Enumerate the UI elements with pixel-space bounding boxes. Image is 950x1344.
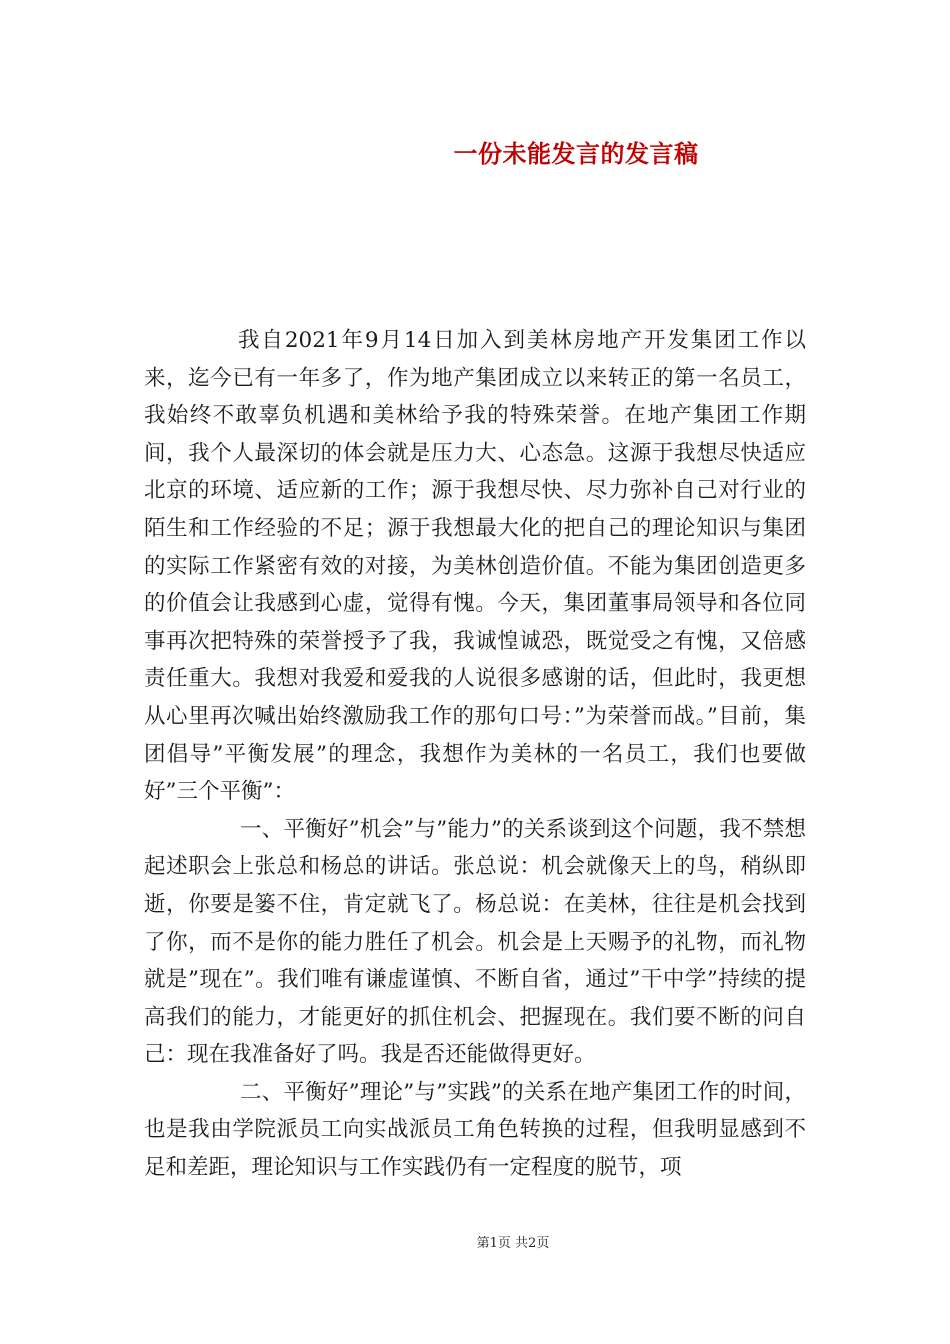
paragraph-balance-two: 二、平衡好”理论”与”实践”的关系在地产集团工作的时间，也是我由学院派员工向实战派员工角色转换的过程，但我明显感到不足和差距，理论知识与工作实践仍有一定程度的脱节，项: [144, 1079, 806, 1181]
paragraph-intro: 我自2021年9月14日加入到美林房地产开发集团工作以来，迄今已有一年多了，作为地产集团成立以来转正的第一名员工，我始终不敢辜负机遇和美林给予我的特殊荣誉。在地产集团工作期间，我个人最深切的体会就是压力大、心态急。这源于我想尽快适应北京的环境、适应新的工作；源于我想尽快、尽力弥补自己对行业的陌生和工作经验的不足；源于我想最大化的把自己的理论知识与集团的实际工作紧密有效的对接，为美林创造价值。不能为集团创造更多的价值会让我感到心虚，觉得有愧。今天，集团董事局领导和各位同事再次把特殊的荣誉授予了我，我诚惶诚恐，既觉受之有愧，又倍感责任重大。我想对我爱和爱我的人说很多感谢的话，但此时，我更想从心里再次喊出始终激励我工作的那句口号：”为荣誉而战。”目前，集团倡导”平衡发展”的理念，我想作为美林的一名员工，我们也要做好”三个平衡”：: [144, 328, 806, 805]
document-body: [144, 322, 806, 1187]
document-title: 一份未能发言的发言稿: [453, 140, 699, 168]
paragraph-balance-one: 一、平衡好”机会”与”能力”的关系谈到这个问题，我不禁想起述职会上张总和杨总的讲话。张总说：机会就像天上的鸟，稍纵即逝，你要是篓不住，肯定就飞了。杨总说：在美林，往往是机会找到了你，而不是你的能力胜任了机会。机会是上天赐予的礼物，而礼物就是”现在”。我们唯有谦虚谨慎、不断自省，通过”干中学”持续的提高我们的能力，才能更好的抓住机会、把握现在。我们要不断的问自己：现在我准备好了吗。我是否还能做得更好。: [144, 816, 806, 1068]
page-number-footer: 第1页 共2页: [476, 1236, 550, 1251]
